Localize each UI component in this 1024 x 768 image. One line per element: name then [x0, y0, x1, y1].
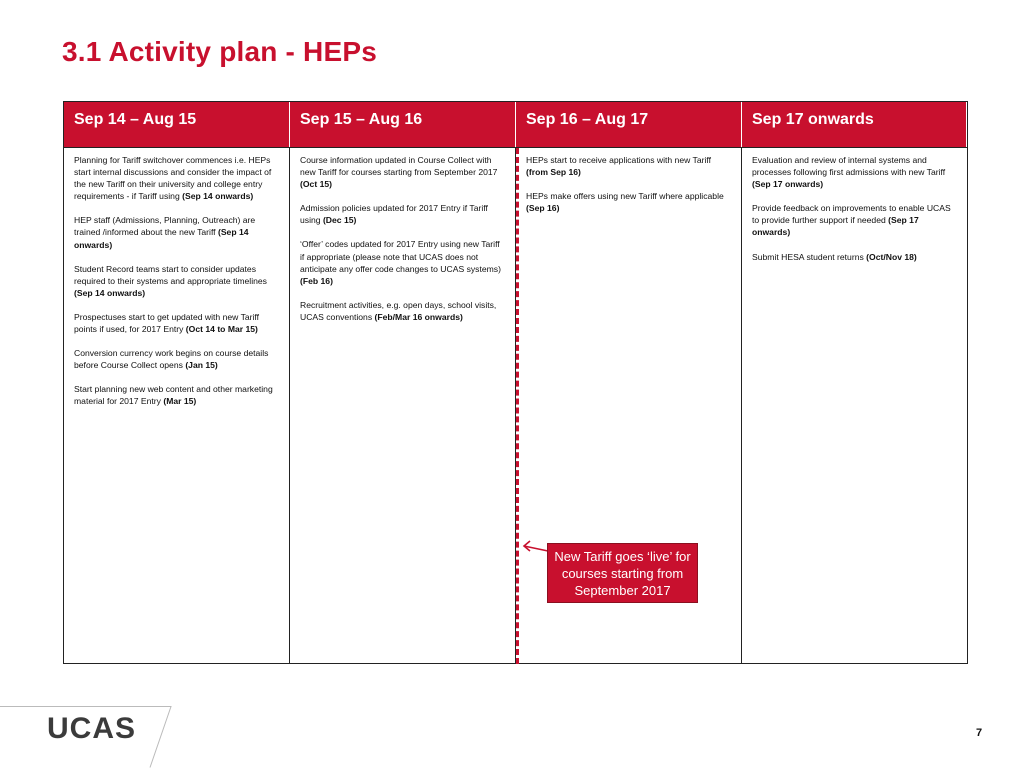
activity-date: (from Sep 16) — [526, 167, 581, 178]
activity-text: Admission policies updated for 2017 Entry if Tariff using — [300, 203, 488, 226]
activity-item — [300, 202, 505, 226]
activity-text: Student Record teams start to consider updates required to their systems and appropriate timelines — [74, 263, 267, 286]
activity-date: (Dec 15) — [322, 215, 357, 226]
column-body-4 — [742, 147, 967, 663]
activity-item — [300, 238, 505, 286]
activity-text: ‘Offer’ codes updated for 2017 Entry using new Tariff if appropriate (please note that UCAS does not anticipate any offer code changes to UCAS systems) — [300, 239, 501, 274]
activity-item — [752, 202, 957, 238]
activity-item — [752, 154, 957, 190]
activity-text: Submit HESA student returns — [752, 251, 867, 262]
go-live-dashed-line — [516, 148, 519, 664]
activity-date: (Sep 17 onwards) — [752, 179, 824, 190]
activity-text: Recruitment activities, e.g. open days, school visits, UCAS conventions — [300, 299, 497, 322]
activity-item — [74, 347, 279, 371]
activity-item — [74, 263, 279, 299]
activity-text: Evaluation and review of internal systems and processes following first admissions with new Tariff — [752, 155, 946, 178]
activity-item — [526, 154, 731, 178]
activity-item — [752, 251, 957, 263]
column-header-1: Sep 14 – Aug 15 — [64, 102, 290, 147]
activity-text: HEPs make offers using new Tariff where applicable — [526, 191, 724, 202]
activity-text: Start planning new web content and other marketing material for 2017 Entry — [74, 384, 273, 407]
activity-date: (Oct 14 to Mar 15) — [185, 324, 258, 335]
ucas-logo: UCAS — [47, 712, 137, 745]
activity-item — [74, 214, 279, 250]
activity-text: Provide feedback on improvements to enable UCAS to provide further support if needed — [752, 203, 951, 226]
activity-date: (Oct/Nov 18) — [866, 251, 917, 262]
activity-date: (Sep 14 onwards) — [74, 287, 146, 298]
activity-item — [300, 154, 505, 190]
column-body-1 — [64, 147, 290, 663]
page-title: 3.1 Activity plan - HEPs — [62, 36, 377, 67]
column-header-3: Sep 16 – Aug 17 — [516, 102, 742, 147]
go-live-callout: New Tariff goes ‘live’ for courses starting from September 2017 — [547, 543, 698, 603]
activity-date: (Feb/Mar 16 onwards) — [374, 311, 463, 322]
column-header-2: Sep 15 – Aug 16 — [290, 102, 516, 147]
activity-text: Prospectuses start to get updated with new Tariff points if used, for 2017 Entry — [74, 311, 260, 335]
activity-item — [74, 383, 279, 407]
column-body-2 — [290, 147, 516, 663]
callout-arrow-icon — [520, 538, 550, 554]
activity-date: (Jan 15) — [185, 360, 218, 371]
page-number: 7 — [976, 727, 983, 739]
activity-date: (Feb 16) — [300, 275, 333, 286]
activity-date: (Mar 15) — [163, 396, 197, 407]
activity-item — [300, 299, 505, 323]
activity-text: Planning for Tariff switchover commences i.e. HEPs start internal discussions and consider the impact of the new Tariff on their university and college entry requirements - if Tariff using — [74, 155, 272, 202]
activity-text: HEPs start to receive applications with new Tariff — [526, 155, 712, 165]
activity-date: (Sep 14 onwards) — [182, 191, 254, 202]
activity-item — [526, 190, 731, 214]
activity-date: (Sep 17 onwards) — [752, 215, 919, 238]
activity-text: HEP staff (Admissions, Planning, Outreach) are trained /informed about the new Tariff — [74, 215, 256, 238]
column-header-4: Sep 17 onwards — [742, 102, 967, 147]
activity-date: (Sep 16) — [526, 203, 560, 214]
activity-date: (Sep 14 onwards) — [74, 227, 249, 250]
activity-text: Conversion currency work begins on course details before Course Collect opens — [74, 348, 269, 371]
activity-item — [74, 311, 279, 335]
activity-text: Course information updated in Course Collect with new Tariff for courses starting from September 2017 — [300, 155, 498, 178]
activity-date: (Oct 15) — [300, 179, 332, 190]
activity-item — [74, 154, 279, 202]
